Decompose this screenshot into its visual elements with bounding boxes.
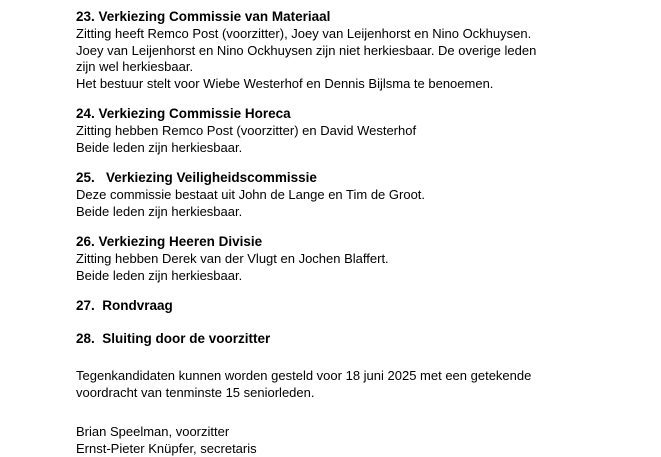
agenda-item-26-line-2: Beide leden zijn herkiesbaar. [76, 267, 243, 283]
agenda-item-26-heading: 26. Verkiezing Heeren Divisie [76, 234, 263, 249]
agenda-item-24-line-1: Zitting hebben Remco Post (voorzitter) en David Westerhof [76, 123, 417, 138]
agenda-item-24 [76, 105, 651, 156]
agenda-item-26-line-1: Zitting hebben Derek van der Vlugt en Jochen Blaffert. [76, 251, 389, 266]
agenda-item-25-line-1: Deze commissie bestaat uit John de Lange en Tim de Groot. [76, 187, 426, 202]
closing-note-line-1: Tegenkandidaten kunnen worden gesteld voor 18 juni 2025 met een getekende [76, 368, 532, 383]
agenda-item-23-line-1: Zitting heeft Remco Post (voorzitter), Joey van Leijenhorst en Nino Ockhuysen. [76, 26, 532, 41]
agenda-item-23-line-4: Het bestuur stelt voor Wiebe Westerhof en Dennis Bijlsma te benoemen. [76, 75, 494, 91]
closing-note [76, 367, 651, 401]
agenda-item-27 [76, 297, 651, 314]
agenda-item-24-line-2: Beide leden zijn herkiesbaar. [76, 139, 243, 155]
agenda-item-23-line-2: Joey van Leijenhorst en Nino Ockhuysen zijn niet herkiesbaar. De overige leden [76, 42, 537, 58]
agenda-item-26 [76, 233, 651, 284]
signature-secretary: Ernst-Pieter Knüpfer, secretaris [76, 441, 257, 456]
agenda-item-28 [76, 330, 651, 347]
agenda-item-23 [76, 8, 651, 92]
agenda-item-27-heading: 27. Rondvraag [76, 298, 173, 313]
agenda-item-25-line-2: Beide leden zijn herkiesbaar. [76, 203, 243, 219]
agenda-item-24-heading: 24. Verkiezing Commissie Horeca [76, 106, 291, 121]
agenda-item-25 [76, 169, 651, 220]
agenda-item-25-heading: 25. Verkiezing Veiligheidscommissie [76, 170, 317, 185]
agenda-item-23-heading: 23. Verkiezing Commissie van Materiaal [76, 9, 331, 24]
signature-block [76, 423, 651, 457]
agenda-item-23-line-3: zijn wel herkiesbaar. [76, 59, 194, 74]
agenda-item-28-heading: 28. Sluiting door de voorzitter [76, 331, 271, 346]
signature-chairman: Brian Speelman, voorzitter [76, 424, 230, 439]
closing-note-line-2: voordracht van tenminste 15 seniorleden. [76, 385, 315, 400]
